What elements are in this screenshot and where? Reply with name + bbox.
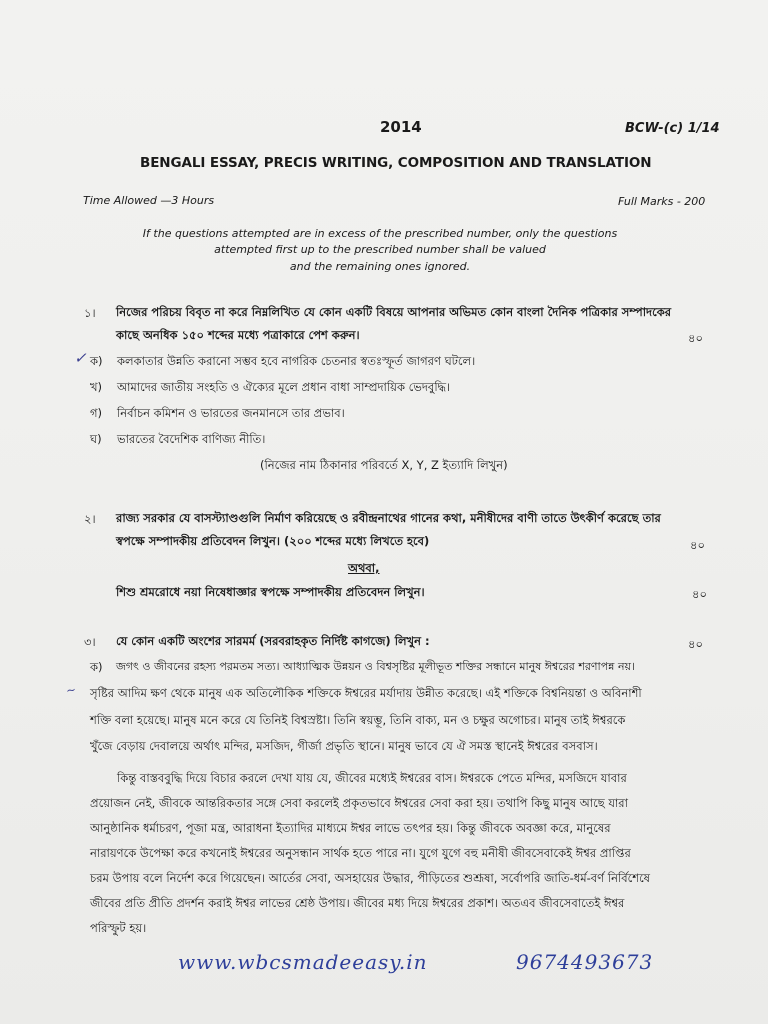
paper-code: BCW-(c) 1/14 [625, 121, 720, 136]
option-label: ক) [90, 354, 103, 368]
option-text: আমাদের জাতীয় সংহতি ও ঐক্যের মূলে প্রধান বাধা সাম্প্রদায়িক ভেদবুদ্ধি। [117, 380, 451, 394]
paper-title: BENGALI ESSAY, PRECIS WRITING, COMPOSITION AND TRANSLATION [140, 155, 652, 171]
question-text: নিজের পরিচয় বিবৃত না করে নিম্নলিখিত যে কোন একটি বিষয়ে আপনার অভিমত কোন বাংলা দৈনিক পত্রিকার সম্পাদকের [116, 305, 672, 319]
question-number: ১। [84, 306, 96, 320]
option-label: খ) [90, 380, 103, 394]
question-marks: ৪০ [688, 637, 703, 651]
passage-line: সৃষ্টির আদিম ক্ষণ থেকে মানুষ এক অতিলৌকিক শক্তিকে ঈশ্বরের মর্যাদায় উন্নীত করেছে। এই শক্তিকে বিশ্বনিয়ন্তা ও অবিনাশী [90, 686, 642, 700]
passage-line: আনুষ্ঠানিক ধর্মাচরণ, পূজা মন্ত্র, আরাধনা ইত্যাদির মাধ্যমে ঈশ্বর লাভে তৎপর হয়। কিন্তু জীবকে অবজ্ঞা করে, মানুষের [90, 821, 611, 835]
passage-line: খুঁজে বেড়ায় দেবালয়ে অর্থাৎ মন্দির, মসজিদ, গীর্জা প্রভৃতি স্থানে। মানুষ ভাবে যে ঐ সমস্ত স্থানেই ঈশ্বরের বসবাস। [90, 739, 598, 753]
question-number: ২। [84, 512, 96, 526]
question-marks: ৪০ [692, 587, 707, 601]
handwritten-scribble: ~ [64, 682, 78, 698]
option-label: ঘ) [90, 432, 102, 446]
question-marks: ৪০ [688, 331, 703, 345]
part-label: ক) [90, 660, 103, 674]
passage-line: প্রয়োজন নেই, জীবকে আন্তরিকতার সঙ্গে সেবা করলেই প্রকৃতভাবে ঈশ্বরের সেবা করা হয়। তথাপি কিছু মানুষ আছে যারা [90, 796, 628, 810]
passage-line: নারায়ণকে উপেক্ষা করে কখনোই ঈশ্বরের অনুসন্ধান সার্থক হতে পারে না। যুগে যুগে বহু মনীষী জীবসেবাকেই ঈশ্বর প্রাপ্তির [90, 846, 631, 860]
full-marks: Full Marks - 200 [618, 195, 706, 208]
passage-line: জীবের প্রতি প্রীতি প্রদর্শন করাই ঈশ্বর লাভের শ্রেষ্ঠ উপায়। জীবের মধ্য দিয়ে ঈশ্বরের প্রকাশ। অতএব জীবসেবাতেই ঈশ্বর [90, 896, 625, 910]
question-marks: ৪০ [690, 538, 705, 552]
question-text: রাজ্য সরকার যে বাসস্ট্যাণ্ডগুলি নির্মাণ করিয়েছে ও রবীন্দ্রনাথের গানের কথা, মনীষীদের বাণী তাতে উৎকীর্ণ করেছে তার [116, 511, 661, 525]
instruction-line: attempted first up to the prescribed number shall be valued [214, 243, 546, 256]
question-text: যে কোন একটি অংশের সারমর্ম (সরবরাহকৃত নির্দিষ্ট কাগজে) লিখুন : [116, 634, 430, 648]
passage-line: পরিস্ফুট হয়। [90, 921, 147, 935]
question-note: (নিজের নাম ঠিকানার পরিবর্তে X, Y, Z ইত্যাদি লিখুন) [260, 458, 508, 472]
or-separator: অথবা, [348, 561, 380, 575]
passage-line: শক্তি বলা হয়েছে। মানুষ মনে করে যে তিনিই বিশ্বস্রষ্টা। তিনি স্বয়ম্ভূ, তিনি বাক্য, মন ও চক্ষুর অগোচর। মানুষ তাই ঈশ্বরকে [90, 713, 626, 727]
question-number: ৩। [84, 635, 96, 649]
option-text: নির্বাচন কমিশন ও ভারতের জনমানসে তার প্রভাব। [117, 406, 345, 420]
instruction-line: and the remaining ones ignored. [289, 260, 471, 273]
option-label: গ) [90, 406, 103, 420]
instruction-line: If the questions attempted are in excess of the prescribed number, only the questions [142, 227, 618, 240]
passage-line: চরম উপায় বলে নির্দেশ করে গিয়েছেন। আর্তের সেবা, অসহায়ের উদ্ধার, পীড়িতের শুশ্রূষা, সর্বোপরি জাতি-ধর্ম-বর্ণ নির্বিশেষে [90, 871, 651, 885]
exam-year: 2014 [380, 118, 422, 136]
handwritten-phone: 9674493673 [516, 950, 654, 974]
passage-line: জগৎ ও জীবনের রহস্য পরমতম সত্য। আধ্যাত্মিক উন্নয়ন ও বিশ্বসৃষ্টির মূলীভূত শক্তির সন্ধানে মানুষ ঈশ্বরের শরণাপন্ন নয়। [116, 660, 635, 673]
option-text: কলকাতার উন্নতি করানো সম্ভব হবে নাগরিক চেতনার স্বতঃস্ফূর্ত জাগরণ ঘটলে। [117, 354, 476, 368]
handwritten-tick-mark: ✓ [74, 349, 87, 367]
option-text: ভারতের বৈদেশিক বাণিজ্য নীতি। [117, 432, 266, 446]
passage-line: কিন্তু বাস্তববুদ্ধি দিয়ে বিচার করলে দেখা যায় যে, জীবের মধ্যেই ঈশ্বরের বাস। ঈশ্বরকে পেতে মন্দির, মসজিদে যাবার [117, 771, 627, 785]
handwritten-website: www.wbcsmadeeasy.in [178, 950, 428, 974]
time-allowed: Time Allowed —3 Hours [83, 194, 215, 207]
question-text: কাছে অনধিক ১৫০ শব্দের মধ্যে পত্রাকারে পেশ করুন। [116, 328, 360, 342]
question-text: স্বপক্ষে সম্পাদকীয় প্রতিবেদন লিখুন। (২০০ শব্দের মধ্যে লিখতে হবে) [116, 534, 430, 548]
passage-paragraph-1 [116, 657, 716, 677]
question-text: শিশু শ্রমরোধে নয়া নিষেধাজ্ঞার স্বপক্ষে সম্পাদকীয় প্রতিবেদন লিখুন। [116, 585, 425, 599]
